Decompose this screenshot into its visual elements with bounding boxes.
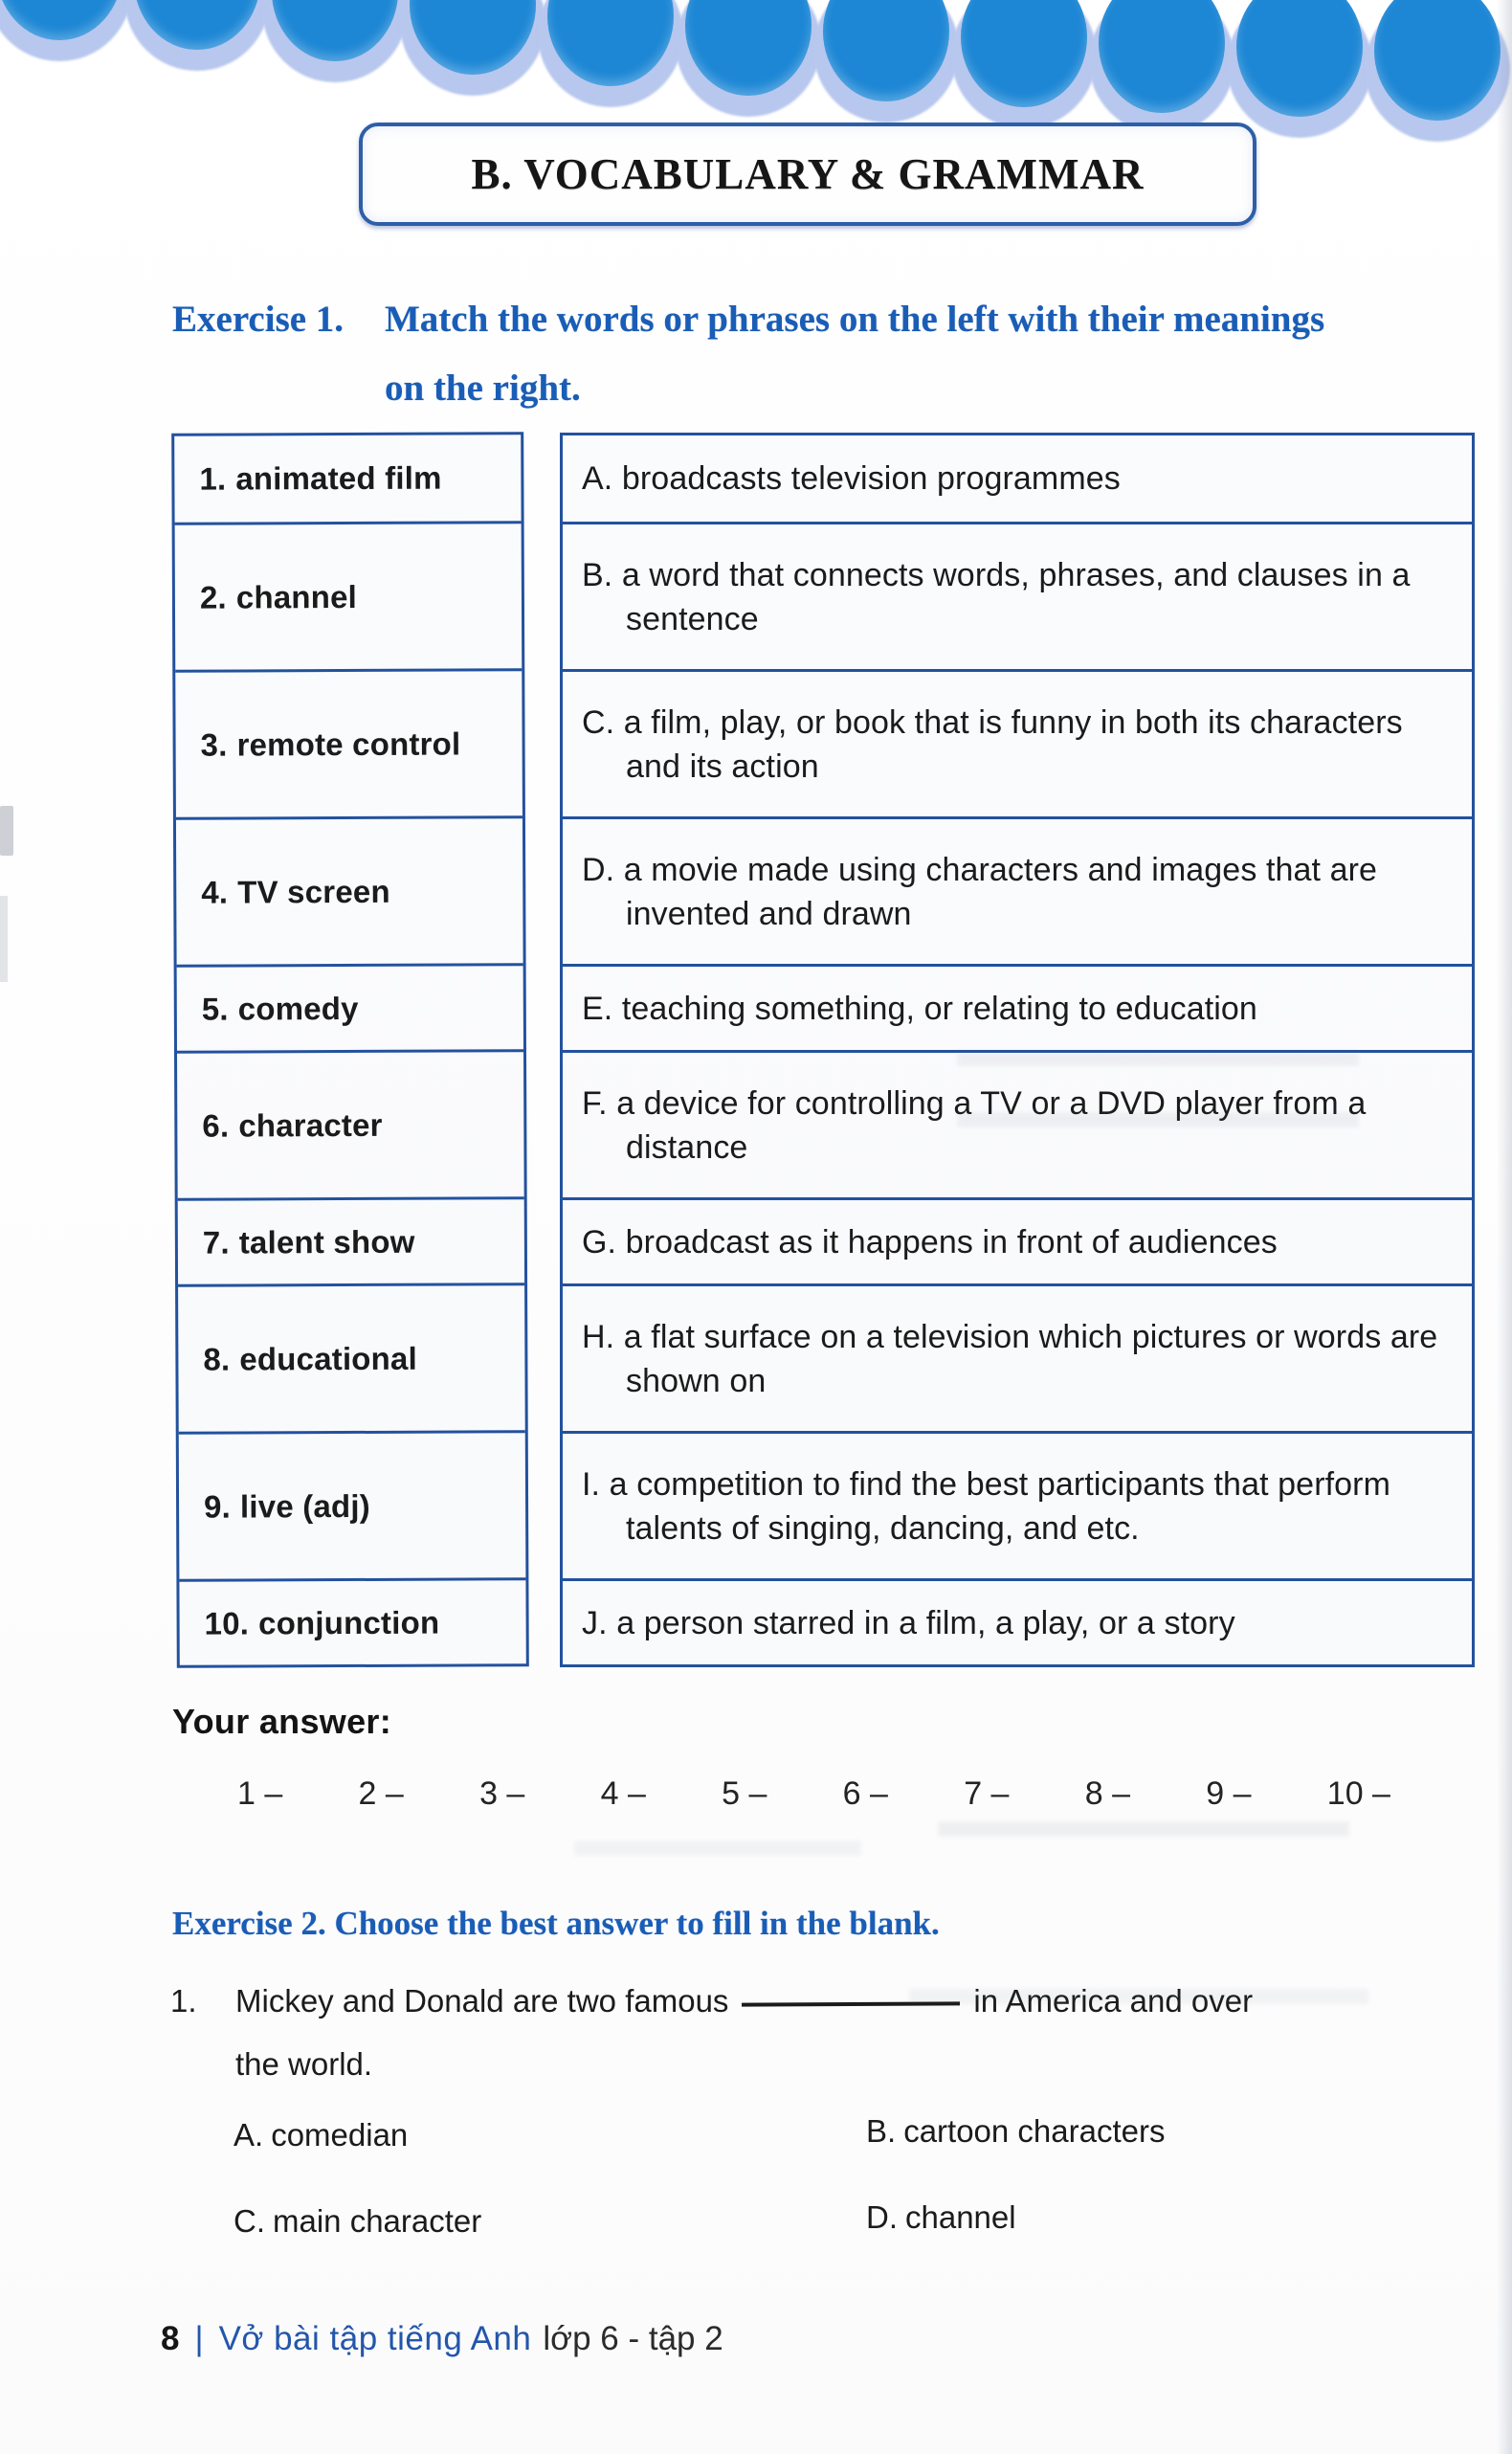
option-b — [866, 2113, 1166, 2150]
match-right-row — [563, 435, 1472, 522]
page-footer — [161, 2320, 723, 2358]
option-letter: A. — [233, 2117, 264, 2153]
item-letter: C. — [582, 703, 615, 741]
scallop-circle-icon — [1368, 0, 1506, 163]
item-text: channel — [235, 578, 358, 615]
question-text-after-blank: in America and over — [973, 1983, 1254, 2019]
option-text: main character — [273, 2203, 482, 2239]
match-left-row — [179, 1430, 526, 1579]
match-right-row — [563, 522, 1472, 669]
item-text: live (adj) — [239, 1487, 370, 1525]
item-letter: B. — [582, 556, 613, 593]
item-number: 9. — [203, 1488, 232, 1525]
bleed-through-artifact — [938, 1804, 1349, 1862]
item-number: 8. — [203, 1341, 231, 1377]
match-right-row — [563, 1050, 1472, 1197]
item-text: a person starred in a film, a play, or a story — [616, 1604, 1235, 1641]
item-number: 3. — [200, 726, 228, 763]
item-text: character — [238, 1106, 383, 1144]
item-text: a flat surface on a television which pictures or words are shown on — [623, 1318, 1438, 1399]
item-letter: J. — [582, 1604, 608, 1641]
item-number: 10. — [204, 1604, 250, 1641]
item-letter: H. — [582, 1318, 615, 1355]
item-letter: G. — [582, 1223, 617, 1260]
option-c — [233, 2203, 481, 2240]
item-text: a word that connects words, phrases, and clauses in a sentence — [621, 556, 1411, 637]
match-left-table — [171, 432, 529, 1668]
match-left-row — [176, 815, 523, 965]
exercise2-question-1 — [170, 1970, 1486, 2096]
match-right-row — [563, 1197, 1472, 1283]
option-letter: D. — [866, 2199, 898, 2235]
item-number: 5. — [201, 991, 229, 1027]
item-text: educational — [239, 1340, 417, 1377]
scan-smudge — [0, 896, 8, 982]
match-left-row — [175, 521, 523, 670]
exercise1-instruction-line1: Match the words or phrases on the left with their meanings — [385, 299, 1325, 340]
answer-slot: 9 – — [1206, 1775, 1252, 1812]
answer-slot: 5 – — [722, 1775, 767, 1812]
match-left-row — [175, 668, 523, 817]
match-left-row — [177, 1049, 524, 1198]
item-letter: A. — [582, 460, 613, 497]
item-text: remote control — [236, 725, 461, 763]
item-letter: I. — [582, 1465, 601, 1503]
option-letter: C. — [233, 2203, 265, 2239]
item-text: conjunction — [258, 1604, 440, 1640]
exercise1-label-spacer — [172, 354, 385, 423]
answer-slot: 2 – — [358, 1775, 404, 1812]
item-number: 1. — [199, 460, 227, 497]
fill-in-blank-line — [742, 1992, 960, 2006]
item-text: broadcast as it happens in front of audiences — [625, 1223, 1278, 1260]
page-number: 8 — [161, 2320, 180, 2357]
question-text-line2: the world. — [235, 2046, 373, 2082]
answer-slot: 3 – — [479, 1775, 525, 1812]
exercise1-instruction-line2: on the right. — [385, 368, 581, 409]
item-text: a device for controlling a TV or a DVD player from a distance — [616, 1084, 1367, 1166]
option-text: comedian — [271, 2117, 409, 2153]
item-number: 2. — [199, 579, 227, 615]
answer-slot: 4 – — [600, 1775, 646, 1812]
item-text: broadcasts television programmes — [621, 460, 1121, 497]
question-text-before-blank: Mickey and Donald are two famous — [235, 1983, 729, 2019]
option-letter: B. — [866, 2113, 897, 2149]
item-text: a film, play, or book that is funny in both its characters and its action — [623, 703, 1403, 785]
question-text — [235, 1970, 1486, 2096]
option-a — [233, 2117, 408, 2153]
option-text: channel — [905, 2199, 1016, 2235]
match-left-row — [177, 963, 523, 1051]
item-letter: F. — [582, 1084, 608, 1122]
scan-smudge — [0, 806, 13, 856]
item-number: 4. — [201, 874, 229, 910]
match-left-row — [174, 435, 521, 523]
section-title: B. VOCABULARY & GRAMMAR — [471, 150, 1145, 198]
exercise1-label: Exercise 1. — [172, 299, 345, 340]
item-letter: D. — [582, 851, 615, 888]
match-right-row — [563, 964, 1472, 1050]
exercise1-heading — [172, 285, 1474, 423]
your-answer-label: Your answer: — [172, 1702, 391, 1741]
match-left-row — [178, 1283, 525, 1432]
answer-slot: 8 – — [1084, 1775, 1130, 1812]
option-text: cartoon characters — [903, 2113, 1166, 2149]
match-right-row — [563, 1578, 1472, 1664]
answer-slot: 6 – — [842, 1775, 888, 1812]
item-text: teaching something, or relating to education — [621, 990, 1257, 1027]
section-title-box — [359, 123, 1256, 226]
question-number: 1. — [170, 1983, 197, 2019]
answer-slot: 1 – — [237, 1775, 283, 1812]
item-number: 6. — [202, 1107, 230, 1144]
scallop-circle-icon — [128, 0, 266, 163]
match-right-row — [563, 1431, 1472, 1578]
book-title-blue: Vở bài tập tiếng Anh — [218, 2320, 532, 2357]
match-right-table — [560, 433, 1475, 1667]
book-title-dark: lớp 6 - tập 2 — [543, 2320, 723, 2357]
item-text: comedy — [237, 990, 359, 1027]
footer-separator: | — [194, 2320, 204, 2357]
scan-edge-shading — [1497, 0, 1512, 2454]
match-right-row — [563, 1283, 1472, 1431]
scallop-circle-icon — [0, 0, 128, 163]
match-left-row — [179, 1577, 525, 1665]
item-text: a movie made using characters and images that are invented and drawn — [623, 851, 1378, 932]
match-right-row — [563, 669, 1472, 816]
answer-slot: 10 – — [1326, 1775, 1390, 1812]
answer-slots-row — [237, 1775, 1390, 1813]
option-d — [866, 2199, 1016, 2236]
item-text: a competition to find the best participants that perform talents of singing, dancing, and etc. — [609, 1465, 1391, 1547]
item-number: 7. — [202, 1224, 230, 1260]
item-text: talent show — [238, 1223, 415, 1260]
match-right-row — [563, 816, 1472, 964]
exercise2-heading: Exercise 2. Choose the best answer to fill in the blank. — [172, 1905, 940, 1942]
answer-slot: 7 – — [964, 1775, 1010, 1812]
bleed-through-artifact — [574, 1823, 861, 1876]
item-letter: E. — [582, 990, 613, 1027]
item-text: animated film — [235, 459, 442, 497]
item-text: TV screen — [237, 873, 390, 910]
match-left-row — [178, 1196, 524, 1284]
